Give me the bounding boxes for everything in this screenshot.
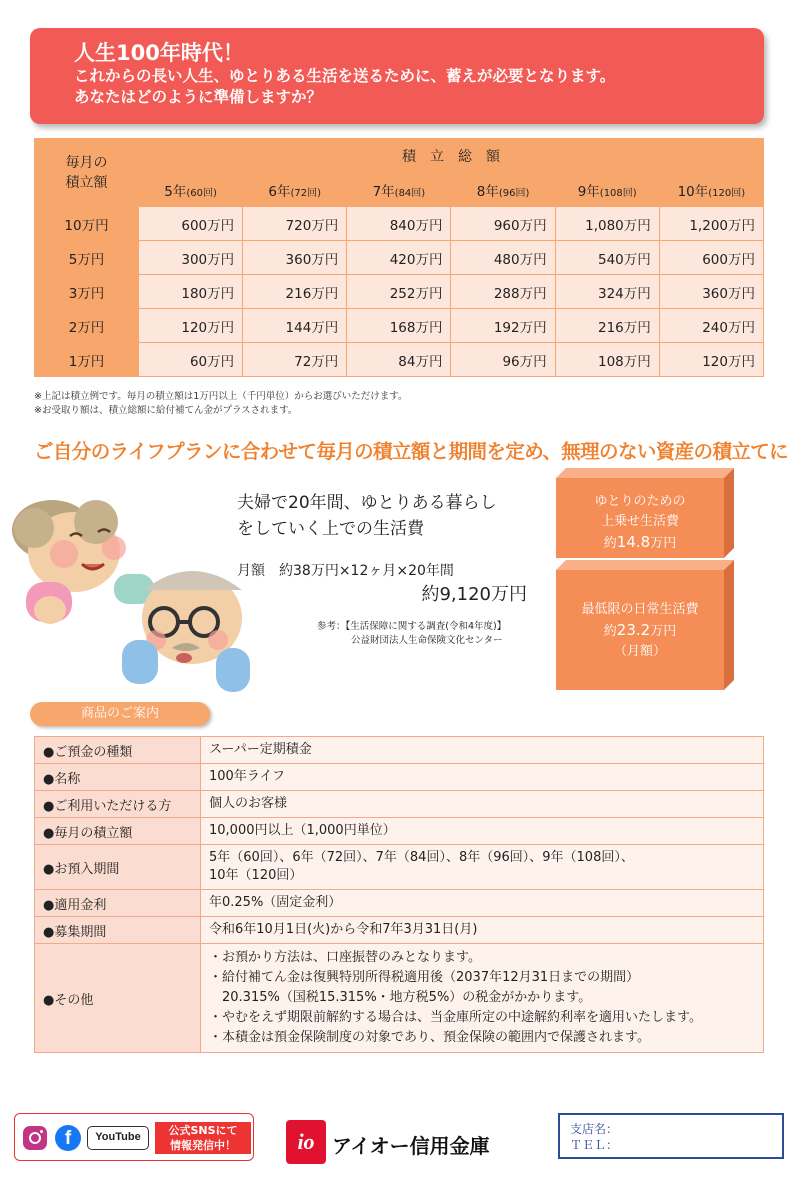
total-cell: 216万円: [555, 309, 659, 343]
facebook-icon[interactable]: f: [55, 1125, 81, 1151]
total-cell: 288万円: [451, 275, 555, 309]
box2-line1: 最低限の日常生活費: [581, 602, 699, 617]
info-value: 年0.25%（固定金利）: [201, 890, 764, 917]
total-cell: 600万円: [659, 241, 763, 275]
info-key: ●ご利用いただける方: [35, 791, 201, 818]
box1-amount: [556, 532, 724, 554]
period-years: 5年: [164, 183, 187, 200]
banner-line1: これからの長い人生、ゆとりある生活を送るために、蓄えが必要となります。: [74, 67, 616, 85]
elderly-couple-illustration: [4, 490, 254, 700]
info-row: [35, 917, 764, 944]
box1-line1: ゆとりのための: [594, 494, 686, 509]
period-count: (108回): [599, 187, 637, 199]
total-cell: 420万円: [347, 241, 451, 275]
total-cell: 72万円: [243, 343, 347, 377]
total-cell: 480万円: [451, 241, 555, 275]
extra-living-cost-box: [556, 478, 724, 558]
info-row: [35, 791, 764, 818]
info-row: [35, 845, 764, 890]
period-years: 9年: [577, 183, 600, 200]
period-years: 6年: [268, 183, 291, 200]
total-cell: 120万円: [659, 343, 763, 377]
total-cell: 96万円: [451, 343, 555, 377]
period-count: (60回): [186, 187, 217, 199]
total-amount-header: 積立総額: [139, 139, 764, 173]
product-info-table: [34, 736, 764, 1053]
info-row: [35, 818, 764, 845]
note-1: ※上記は積立例です。毎月の積立額は1万円以上（千円単位）からお選びいただけます。: [34, 391, 408, 402]
total-cell: 180万円: [139, 275, 243, 309]
info-key: ●毎月の積立額: [35, 818, 201, 845]
total-cell: 120万円: [139, 309, 243, 343]
sns-line1: 公式SNSにて: [168, 1124, 238, 1137]
info-value: 令和6年10月1日(火)から令和7年3月31日(月): [201, 917, 764, 944]
total-cell: 84万円: [347, 343, 451, 377]
period-count: (120回): [708, 187, 746, 199]
branch-stamp-box: [558, 1113, 784, 1159]
info-value: 100年ライフ: [201, 764, 764, 791]
total-cell: 360万円: [243, 241, 347, 275]
info-row: [35, 890, 764, 917]
total-cell: 360万円: [659, 275, 763, 309]
box1-line2: 上乗せ生活費: [600, 514, 679, 529]
total-cell: 216万円: [243, 275, 347, 309]
box1-number: 14.8: [616, 533, 651, 551]
living-line2: をしていく上での生活費: [237, 519, 424, 539]
savings-table: [34, 138, 764, 377]
info-row: [35, 764, 764, 791]
total-cell: 600万円: [139, 207, 243, 241]
other-line: ・やむをえず期限前解約する場合は、当金庫所定の中途解約利率を適用いたします。: [209, 1010, 702, 1025]
info-row: [35, 737, 764, 764]
period-header: [555, 173, 659, 207]
other-line: ・お預かり方法は、口座振替のみとなります。: [209, 950, 481, 965]
period-years: 7年: [372, 183, 395, 200]
product-guide-tab: 商品のご案内: [30, 702, 210, 726]
instagram-icon[interactable]: [23, 1126, 47, 1150]
bank-name: アイオー信用金庫: [332, 1134, 490, 1158]
monthly-amount-header: [35, 139, 139, 207]
total-cell: 540万円: [555, 241, 659, 275]
box1-unit: 万円: [650, 536, 677, 551]
box2-number: 23.2: [616, 621, 651, 639]
info-value: スーパー定期積金: [201, 737, 764, 764]
period-header: [659, 173, 763, 207]
table-row: [35, 309, 764, 343]
corner-line1: 毎月の: [65, 154, 108, 171]
period-header: [347, 173, 451, 207]
sns-line2: 情報発信中！: [170, 1139, 236, 1152]
total-cell: 192万円: [451, 309, 555, 343]
banner-title: 人生100年時代！: [74, 41, 244, 65]
period-years: 10年: [677, 183, 709, 200]
monthly-amount: 3万円: [35, 275, 139, 309]
sns-text: [155, 1122, 251, 1154]
logo-mark-icon: io: [286, 1120, 326, 1164]
monthly-amount: 10万円: [35, 207, 139, 241]
info-value-other: [201, 944, 764, 1053]
bank-logo: [286, 1120, 536, 1164]
table-row: [35, 241, 764, 275]
living-total: 約9,120万円: [421, 584, 527, 605]
corner-line2: 積立額: [65, 174, 108, 191]
table-row: [35, 207, 764, 241]
total-cell: 324万円: [555, 275, 659, 309]
box1-prefix: 約: [603, 536, 617, 551]
period-header: [139, 173, 243, 207]
info-key: ●お預入期間: [35, 845, 201, 890]
info-value: 5年（60回）、6年（72回）、7年（84回）、8年（96回）、9年（108回）、 10年（120回）: [201, 845, 764, 890]
table-row: [35, 275, 764, 309]
total-cell: 720万円: [243, 207, 347, 241]
tel-label: ＴＥＬ：: [570, 1138, 619, 1152]
info-key: ●ご預金の種類: [35, 737, 201, 764]
period-count: (96回): [498, 187, 530, 199]
info-value: 個人のお客様: [201, 791, 764, 818]
reference-note: [237, 620, 537, 648]
other-line: ・本積金は預金保険制度の対象であり、預金保険の範囲内で保護されます。: [209, 1030, 650, 1045]
total-cell: 252万円: [347, 275, 451, 309]
box2-unit: 万円: [650, 624, 677, 639]
period-header: [243, 173, 347, 207]
table-row: [35, 343, 764, 377]
info-row-other: [35, 944, 764, 1053]
info-key: ●名称: [35, 764, 201, 791]
box2-amount: [556, 620, 724, 642]
note-2: ※お受取り額は、積立総額に給付補てん金がプラスされます。: [34, 405, 298, 416]
total-cell: 840万円: [347, 207, 451, 241]
period-header: [451, 173, 555, 207]
monthly-amount: 5万円: [35, 241, 139, 275]
headline: ご自分のライフプランに合わせて毎月の積立額と期間を定め、無理のない資産の積立てに: [34, 440, 789, 463]
total-cell: 168万円: [347, 309, 451, 343]
info-key: ●募集期間: [35, 917, 201, 944]
total-cell: 60万円: [139, 343, 243, 377]
youtube-icon[interactable]: YouTube: [87, 1126, 149, 1150]
branch-label: 支店名：: [570, 1122, 619, 1136]
total-cell: 108万円: [555, 343, 659, 377]
minimum-living-cost-box: [556, 570, 724, 690]
period-count: (84回): [394, 187, 426, 199]
ref-line2: 公益財団法人生命保険文化センター: [351, 635, 503, 646]
ref-label: 参考：: [317, 621, 346, 632]
info-key: ●その他: [35, 944, 201, 1053]
other-line: ・給付補てん金は復興特別所得税適用後（2037年12月31日までの期間）: [209, 970, 640, 985]
ref-line1: 【生活保障に関する調査(令和4年度)】: [345, 621, 507, 632]
box2-prefix: 約: [603, 624, 617, 639]
total-cell: 960万円: [451, 207, 555, 241]
header-banner: [30, 28, 764, 124]
living-cost-block: [237, 490, 537, 648]
total-cell: 144万円: [243, 309, 347, 343]
living-calc: 月額 約38万円×12ヶ月×20年間: [237, 563, 454, 579]
info-key: ●適用金利: [35, 890, 201, 917]
banner-line2: あなたはどのように準備しますか？: [74, 88, 323, 106]
monthly-amount: 1万円: [35, 343, 139, 377]
total-cell: 240万円: [659, 309, 763, 343]
period-count: (72回): [290, 187, 322, 199]
monthly-amount: 2万円: [35, 309, 139, 343]
period-years: 8年: [476, 183, 499, 200]
sns-banner[interactable]: [14, 1113, 254, 1161]
total-cell: 1,080万円: [555, 207, 659, 241]
living-line1: 夫婦で20年間、ゆとりある暮らし: [237, 493, 497, 513]
total-cell: 300万円: [139, 241, 243, 275]
box2-note: （月額）: [613, 644, 666, 659]
total-cell: 1,200万円: [659, 207, 763, 241]
other-line: 20.315%（国税15.315%・地方税5%）の税金がかかります。: [209, 990, 592, 1005]
info-value: 10,000円以上（1,000円単位）: [201, 818, 764, 845]
